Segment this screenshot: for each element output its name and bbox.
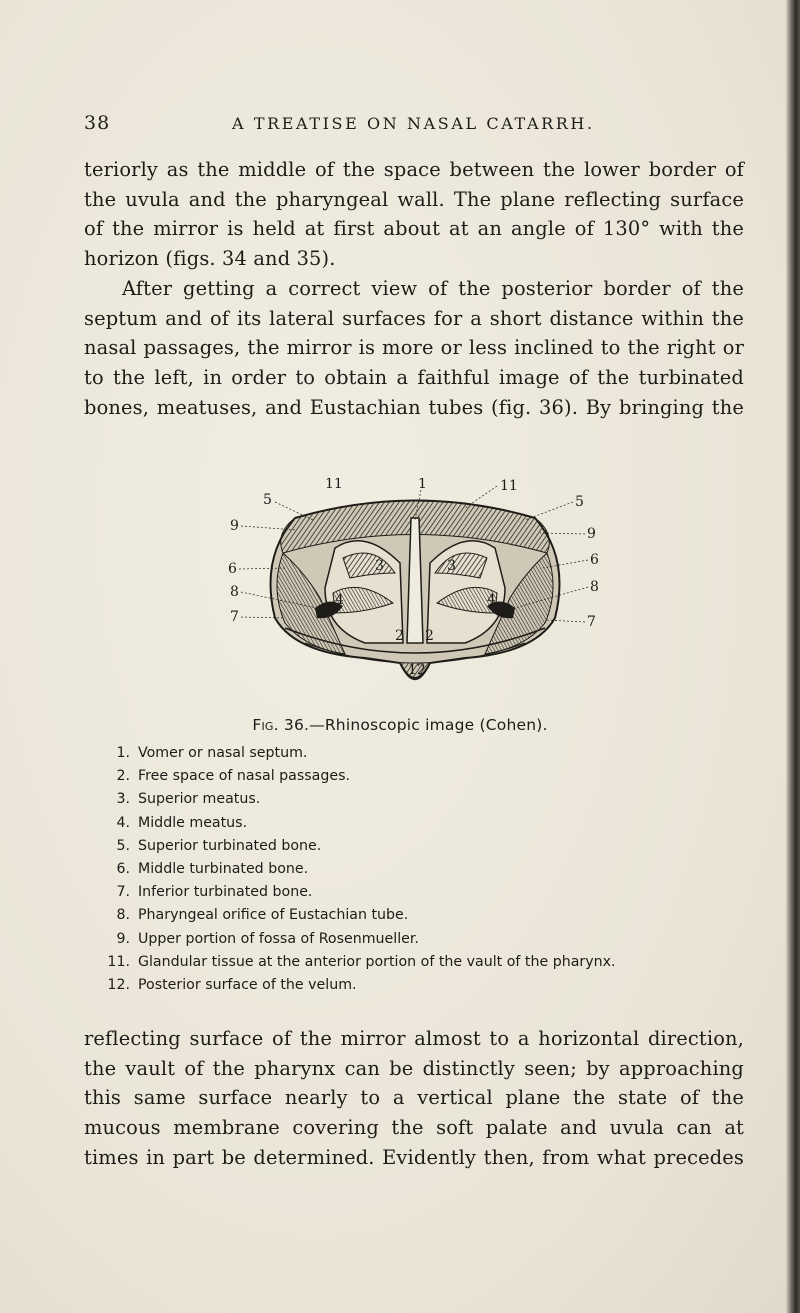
legend-text: Middle meatus. <box>138 814 248 831</box>
legend-number: 12. <box>107 977 130 994</box>
legend-item <box>100 835 740 858</box>
page-number: 38 <box>84 112 111 134</box>
label-3-right: 3 <box>447 558 456 574</box>
paragraph-vault-of-pharynx: reflecting surface of the mirror almost to a horizontal direction, the vault of the pharynx can be distinctly seen; by approaching this same surface nearly to a vertical plane the state of the mucous membrane covering the soft palate and uvula can at times in part be determined. Evidently then, from what precedes <box>84 1027 744 1169</box>
label-1-top: 1 <box>418 478 427 492</box>
legend-number: 9. <box>116 930 130 947</box>
legend-text: Superior turbinated bone. <box>138 837 322 854</box>
label-6-left: 6 <box>228 561 237 577</box>
legend-number: 11. <box>107 953 130 970</box>
legend-text: Posterior surface of the velum. <box>138 977 357 994</box>
page-edge-shadow <box>786 0 800 1313</box>
legend-number: 3. <box>116 791 130 808</box>
page-header <box>84 112 744 142</box>
label-8-right: 8 <box>590 579 599 595</box>
label-7-left: 7 <box>230 609 239 625</box>
legend-text: Pharyngeal orifice of Eustachian tube. <box>138 907 409 924</box>
legend-number: 5. <box>116 837 130 854</box>
legend-text: Vomer or nasal septum. <box>138 745 308 761</box>
legend-number: 1. <box>116 745 130 761</box>
label-9-left: 9 <box>230 518 239 534</box>
legend-number: 8. <box>116 907 130 924</box>
legend-item <box>100 812 740 835</box>
top-text-block <box>84 155 744 422</box>
legend-text: Inferior turbinated bone. <box>138 884 313 901</box>
label-2-right: 2 <box>425 628 434 644</box>
legend-item <box>100 951 740 974</box>
paragraph-continued: teriorly as the middle of the space between the lower border of the uvula and the pharyngeal wall. The plane reflecting surface of the mirror is held at first about at an angle of 130° with the horizon (figs. 34 and 35). <box>84 158 744 271</box>
label-4-left: 4 <box>335 592 344 608</box>
legend-item <box>100 765 740 788</box>
label-8-left: 8 <box>230 584 239 600</box>
running-head: A TREATISE ON NASAL CATARRH. <box>232 114 595 133</box>
legend-item <box>100 858 740 881</box>
figure-caption-text: —Rhinoscopic image (Cohen). <box>309 716 548 734</box>
legend-item <box>100 904 740 927</box>
paragraph-mirror-inclination: After getting a correct view of the posterior border of the septum and of its lateral surfaces for a short distance within the nasal passages, the mirror is more or less inclined to the right or to the left, in order to obtain a faithful image of the turbinated bones, meatuses, and Eustachian tubes (fig. 36). By bringing the <box>84 276 744 419</box>
legend-item <box>100 928 740 951</box>
legend-text: Upper portion of fossa of Rosenmueller. <box>138 930 419 947</box>
legend-item <box>100 974 740 997</box>
rhinoscopic-image-figure <box>225 478 605 700</box>
legend-number: 7. <box>116 884 130 901</box>
bottom-text-block <box>84 1024 744 1173</box>
label-9-right: 9 <box>587 526 596 542</box>
legend-text: Glandular tissue at the anterior portion of the vault of the pharynx. <box>138 953 616 970</box>
figure-caption <box>0 716 800 734</box>
legend-item <box>100 881 740 904</box>
label-4-right: 4 <box>487 592 496 608</box>
label-7-right: 7 <box>587 614 596 630</box>
legend-text: Middle turbinated bone. <box>138 861 309 878</box>
label-5-left: 5 <box>263 492 272 508</box>
legend-number: 4. <box>116 814 130 831</box>
pharynx-illustration <box>271 501 560 680</box>
label-6-right: 6 <box>590 552 599 568</box>
label-3-left: 3 <box>375 558 384 574</box>
legend-number: 2. <box>116 768 130 785</box>
figure-legend <box>100 742 740 997</box>
label-12-velum: 12 <box>408 662 426 678</box>
label-2-left: 2 <box>395 628 404 644</box>
legend-number: 6. <box>116 861 130 878</box>
label-11-right: 11 <box>500 478 518 494</box>
legend-text: Superior meatus. <box>138 791 261 808</box>
legend-text: Free space of nasal passages. <box>138 768 350 785</box>
legend-item <box>100 788 740 811</box>
label-5-right: 5 <box>575 494 584 510</box>
legend-item <box>100 742 740 765</box>
figure-label: Fig. 36. <box>252 716 310 734</box>
label-11-left: 11 <box>325 478 343 492</box>
